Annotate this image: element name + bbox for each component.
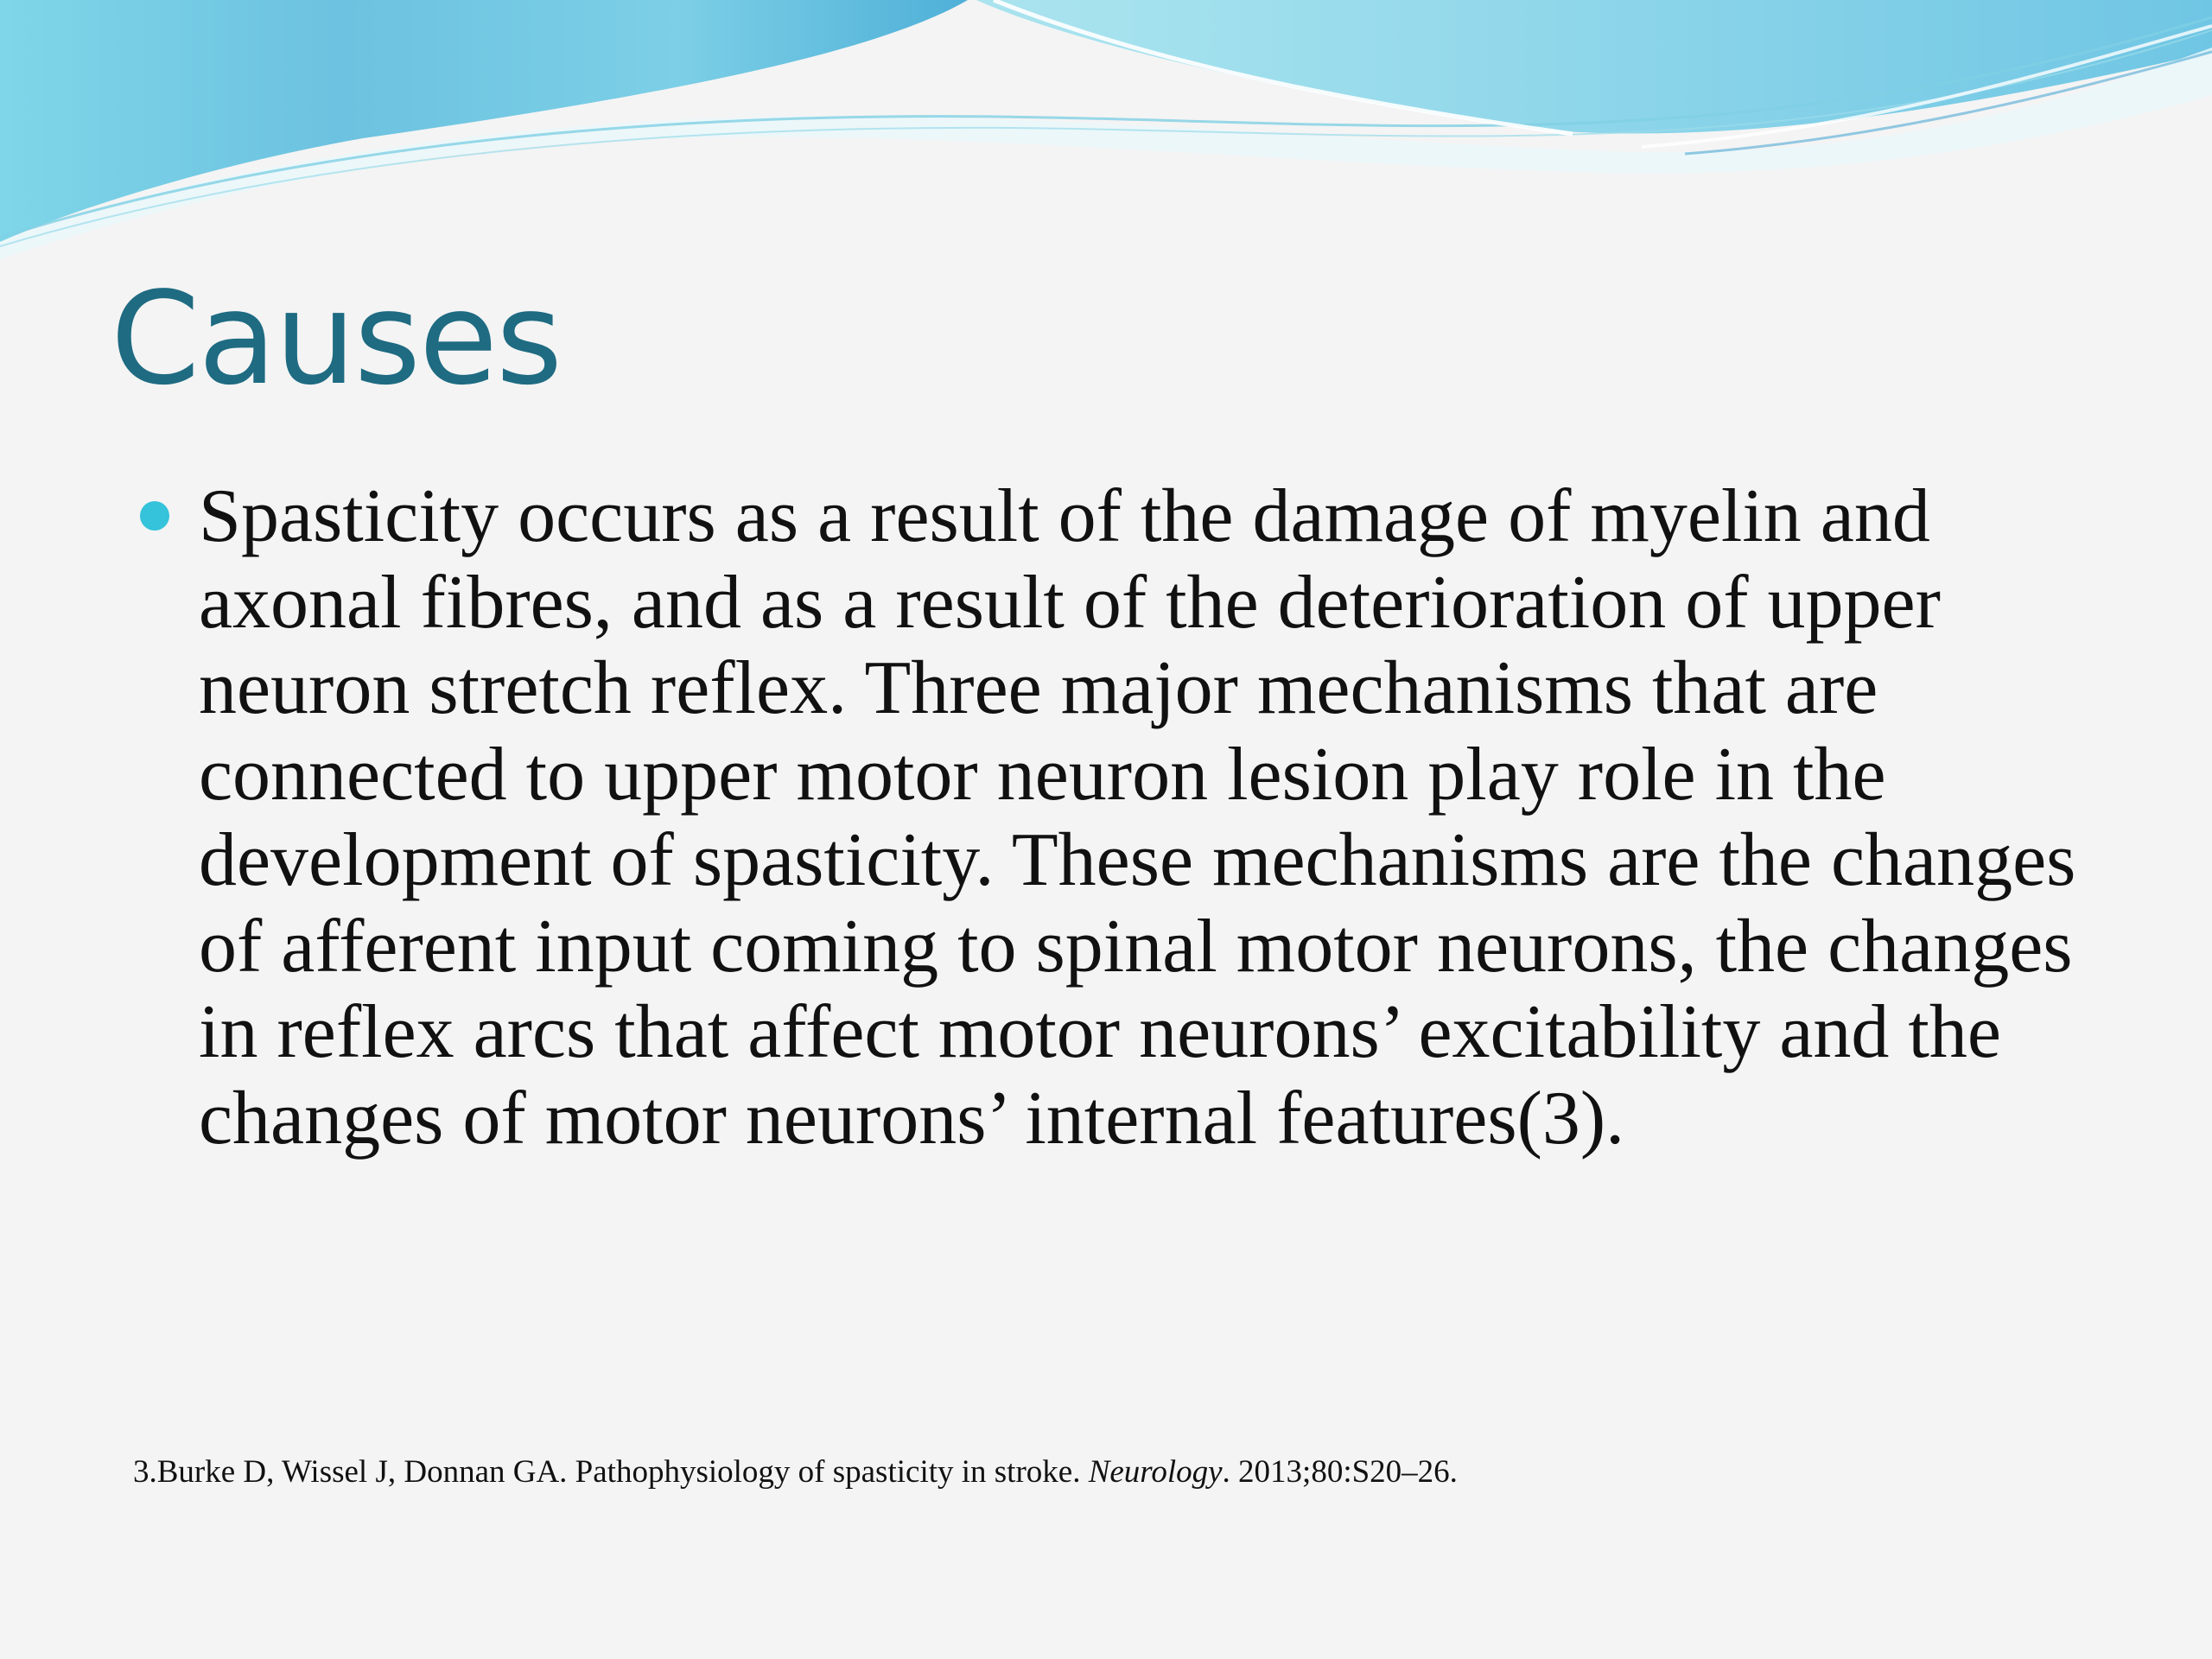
bullet-text: Spasticity occurs as a result of the damage of myelin and axonal fibres, and as a result of the deterioration of upper neuron stretch reflex. Three major mechanisms that are connected to upper motor neuron lesion play role in the development of spasticity. These mechanisms are the changes of afferent input coming to spinal motor neurons, the changes in reflex arcs that affect motor neurons’ excitability and the changes of motor neurons’ internal features(3). [199, 474, 2076, 1160]
reference-journal: Neurology [1088, 1454, 1223, 1490]
header-wave-decoration [0, 0, 2212, 259]
reference-prefix: 3.Burke D, Wissel J, Donnan GA. Pathophysiology of spasticity in stroke. [133, 1454, 1089, 1490]
bullet-dot-icon [140, 501, 169, 531]
reference-suffix: . 2013;80:S20–26. [1222, 1454, 1458, 1490]
slide-title: Causes [111, 264, 562, 413]
reference-citation [133, 1453, 1458, 1491]
